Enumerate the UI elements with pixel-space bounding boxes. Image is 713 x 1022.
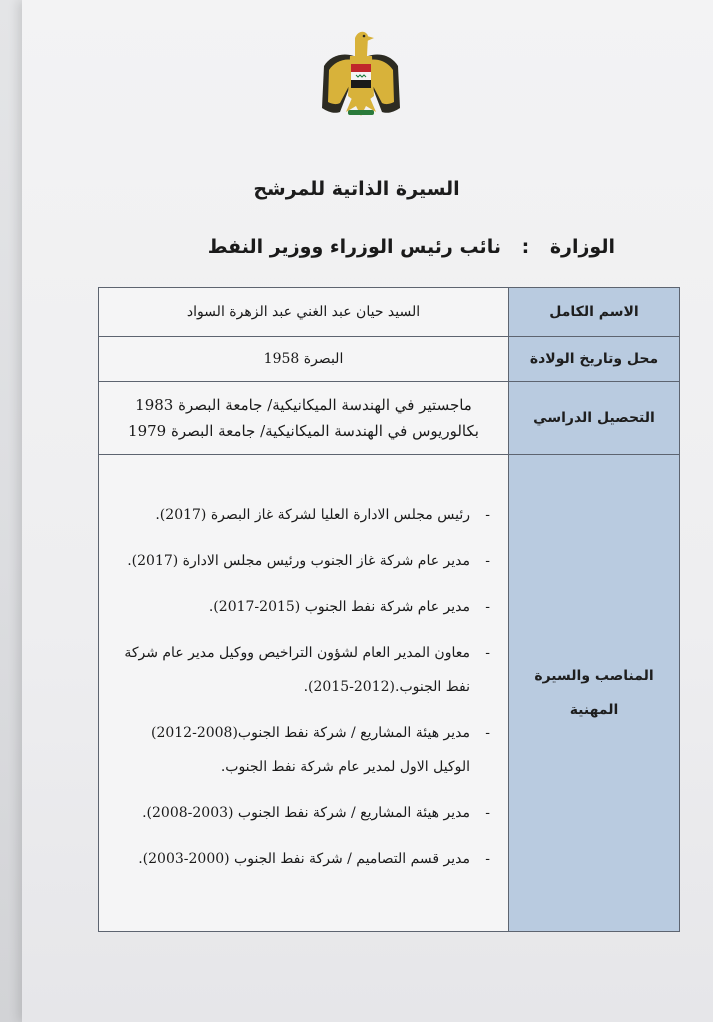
row-label: الاسم الكامل [509, 288, 680, 337]
row-value: السيد حيان عبد الغني عبد الزهرة السواد [99, 288, 509, 337]
list-item: - مدير قسم التصاميم / شركة نفط الجنوب (2000-2003). [113, 842, 490, 876]
row-label: التحصيل الدراسي [509, 382, 680, 455]
education-line: بكالوريوس في الهندسة الميكانيكية/ جامعة البصرة 1979 [128, 422, 479, 440]
cv-table [98, 287, 680, 932]
eagle-emblem-icon [320, 26, 402, 120]
ministry-value: نائب رئيس الوزراء ووزير النفط [207, 236, 501, 258]
list-item: - مدير عام شركة غاز الجنوب ورئيس مجلس الادارة (2017). [113, 544, 490, 578]
row-label: محل وتاريخ الولادة [509, 337, 680, 382]
list-item: - مدير هيئة المشاريع / شركة نفط الجنوب(2008-2012) الوكيل الاول لمدير عام شركة نفط الجنوب. [113, 716, 490, 784]
list-item: - معاون المدير العام لشؤون التراخيص ووكيل مدير عام شركة نفط الجنوب.(2012-2015). [113, 636, 490, 704]
list-item: - مدير عام شركة نفط الجنوب (2015-2017). [113, 590, 490, 624]
ministry-label: الوزارة [549, 236, 615, 258]
education-line: ماجستير في الهندسة الميكانيكية/ جامعة البصرة 1983 [135, 396, 472, 414]
list-item: - رئيس مجلس الادارة العليا لشركة غاز البصرة (2017). [113, 498, 490, 532]
row-label [509, 455, 680, 932]
table-row [99, 382, 680, 455]
career-list [113, 498, 490, 876]
table-row [99, 337, 680, 382]
ministry-separator: : [521, 236, 530, 258]
table-row [99, 288, 680, 337]
career-label-line: المناصب والسيرة [534, 668, 654, 684]
career-list-cell [99, 455, 509, 932]
row-value: البصرة 1958 [99, 337, 509, 382]
row-value [99, 382, 509, 455]
table-row [99, 455, 680, 932]
ministry-line [208, 236, 615, 258]
career-label-line: المهنية [569, 702, 619, 718]
document-title: السيرة الذاتية للمرشح [253, 178, 460, 200]
list-item: - مدير هيئة المشاريع / شركة نفط الجنوب (2003-2008). [113, 796, 490, 830]
